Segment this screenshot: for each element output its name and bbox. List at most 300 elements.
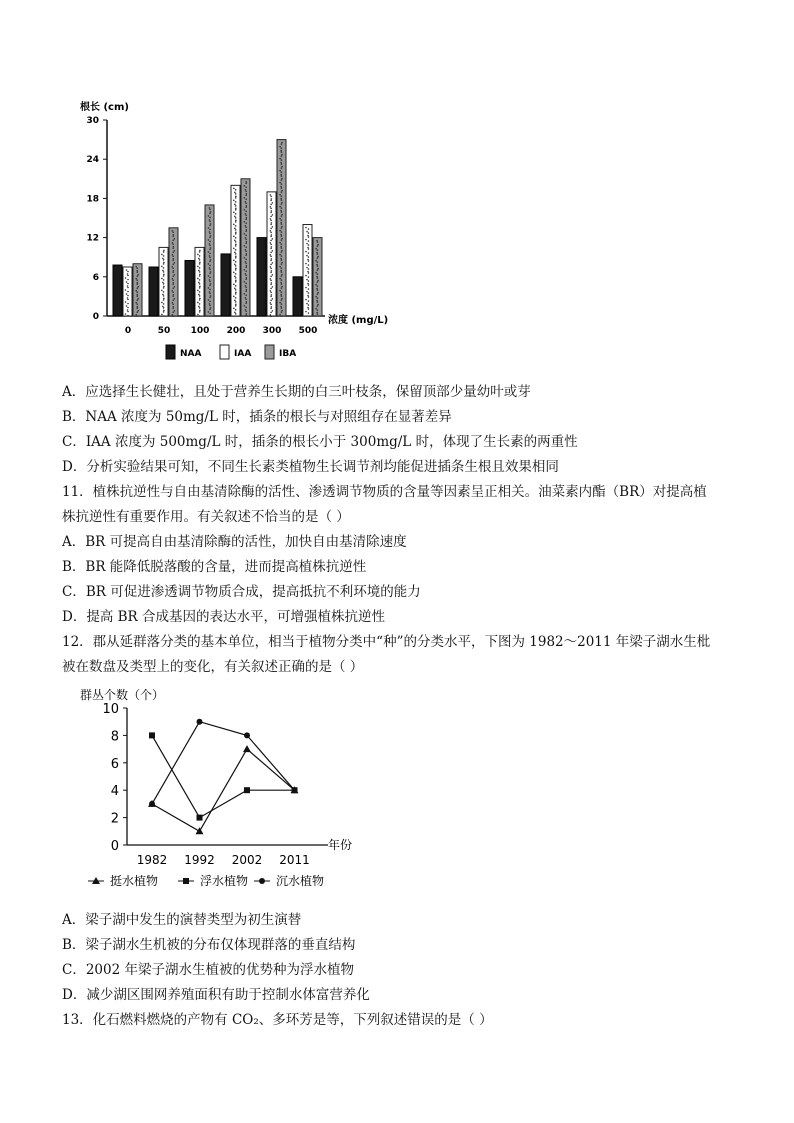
bar-texture-dot xyxy=(209,265,211,267)
bar-texture-dot xyxy=(317,309,319,311)
bar-texture-dot xyxy=(281,214,283,216)
bar-texture-dot xyxy=(209,221,211,223)
bar-texture-dot xyxy=(317,269,319,271)
bar-texture-dot xyxy=(308,240,310,242)
bar-texture-dot xyxy=(281,239,283,241)
y-tick-label: 18 xyxy=(86,194,99,205)
bar-texture-dot xyxy=(235,232,237,234)
bar-texture-dot xyxy=(209,231,211,233)
bar-texture-dot xyxy=(199,283,201,285)
bar-texture-dot xyxy=(199,274,201,276)
bar-texture-dot xyxy=(280,306,282,308)
q11-option-b: B．BR 能降低脱落酸的含量，进而提高植株抗逆性 xyxy=(62,559,367,575)
bar-texture-dot xyxy=(270,290,272,292)
bar-texture-dot xyxy=(163,259,165,261)
bar-texture-dot xyxy=(307,259,309,261)
bar-texture-dot xyxy=(308,288,310,290)
y-tick-label: 30 xyxy=(86,116,99,126)
bar-texture-dot xyxy=(245,201,247,203)
bar-texture-dot xyxy=(172,248,174,250)
bar-texture-dot xyxy=(209,305,211,307)
x-tick-label: 200 xyxy=(226,326,246,336)
bar-texture-dot xyxy=(172,308,174,310)
bar-texture-dot xyxy=(209,303,211,305)
bar-texture-dot xyxy=(317,289,319,291)
community-count-line-chart xyxy=(70,685,370,895)
y-tick-label: 8 xyxy=(110,729,119,745)
bar-texture-dot xyxy=(208,287,210,289)
bar-texture-dot xyxy=(245,203,247,205)
bar-texture-dot xyxy=(315,284,317,286)
bar-texture-dot xyxy=(136,307,138,309)
bar-texture-dot xyxy=(172,276,174,278)
bar-texture-dot xyxy=(308,300,310,302)
bar-texture-dot xyxy=(317,273,319,275)
bar-texture-dot xyxy=(172,252,174,254)
bar-texture-dot xyxy=(281,219,283,221)
x-tick-label: 300 xyxy=(262,326,282,336)
bar-texture-dot xyxy=(172,254,174,256)
bar-texture-dot xyxy=(174,250,176,252)
y-tick-label: 24 xyxy=(86,155,99,166)
bar-texture-dot xyxy=(210,295,212,297)
bar-texture-dot xyxy=(199,263,201,265)
bar-texture-dot xyxy=(136,287,138,289)
bar-texture-dot xyxy=(173,258,175,260)
bar-texture-dot xyxy=(235,289,237,291)
bar-texture-dot xyxy=(245,187,247,189)
bar-naa xyxy=(221,254,230,316)
x-tick-label: 2011 xyxy=(279,853,310,867)
bar-texture-dot xyxy=(208,227,210,229)
series-line-square xyxy=(152,735,295,817)
bar-texture-dot xyxy=(209,209,211,211)
bar-texture-dot xyxy=(305,263,307,265)
bar-texture-dot xyxy=(173,270,175,272)
bar-texture-dot xyxy=(308,308,310,310)
q10-option-a: A．应选择生长健壮，且处于营养生长期的白三叶枝条，保留顶部少量幼叶或芽 xyxy=(62,384,531,400)
bar-texture-dot xyxy=(281,171,283,173)
bar-texture-dot xyxy=(308,248,310,250)
q12-option-d: D．减少湖区围网养殖面积有助于控制水体富营养化 xyxy=(62,987,370,1003)
bar-texture-dot xyxy=(308,272,310,274)
bar-texture-dot xyxy=(317,245,319,247)
bar-texture-dot xyxy=(125,289,127,291)
y-tick-label: 2 xyxy=(110,811,119,827)
bar-texture-dot xyxy=(308,232,310,234)
bar-texture-dot xyxy=(172,264,174,266)
bar-texture-dot xyxy=(136,270,138,272)
bar-texture-dot xyxy=(245,215,247,217)
bar-texture-dot xyxy=(281,143,283,145)
bar-texture-dot xyxy=(172,244,174,246)
bar-texture-dot xyxy=(209,253,211,255)
bar-texture-dot xyxy=(127,283,129,285)
bar-texture-dot xyxy=(316,240,318,242)
bar-texture-dot xyxy=(270,240,272,242)
bar-texture-dot xyxy=(280,210,282,212)
q11-stem-line-2: 株抗逆性有重要作用。有关叙述不恰当的是（ ） xyxy=(62,509,350,525)
bar-texture-dot xyxy=(198,282,200,284)
bar-texture-dot xyxy=(125,313,127,315)
bar-texture-dot xyxy=(308,236,310,238)
bar-texture-dot xyxy=(270,256,272,258)
bar-texture-dot xyxy=(279,314,281,316)
bar-texture-dot xyxy=(281,274,283,276)
bar-texture-dot xyxy=(235,269,237,271)
bar-texture-dot xyxy=(172,256,174,258)
bar-texture-dot xyxy=(199,262,201,264)
legend-marker-circle xyxy=(259,878,265,884)
bar-texture-dot xyxy=(209,279,211,281)
bar-texture-dot xyxy=(234,252,236,254)
bar-texture-dot xyxy=(162,282,164,284)
bar-texture-dot xyxy=(245,223,247,225)
bar-texture-dot xyxy=(235,313,237,315)
bar-texture-dot xyxy=(163,283,165,285)
x-tick-label: 2002 xyxy=(231,853,263,867)
bar-texture-dot xyxy=(307,235,309,237)
bar-texture-dot xyxy=(235,257,237,259)
bar-texture-dot xyxy=(317,293,319,295)
bar-texture-dot xyxy=(209,267,211,269)
bar-texture-dot xyxy=(174,262,176,264)
bar-texture-dot xyxy=(270,194,272,196)
bar-texture-dot xyxy=(281,315,283,317)
bar-texture-dot xyxy=(172,288,174,290)
y-tick-label: 0 xyxy=(92,312,99,322)
bar-texture-dot xyxy=(281,175,283,177)
bar-texture-dot xyxy=(308,268,310,270)
bar-texture-dot xyxy=(246,313,248,315)
bar-texture-dot xyxy=(233,224,235,226)
bar-texture-dot xyxy=(270,280,272,282)
bar-texture-dot xyxy=(281,267,283,269)
bar-texture-dot xyxy=(270,220,272,222)
bar-texture-dot xyxy=(308,244,310,246)
bar-texture-dot xyxy=(279,170,281,172)
bar-texture-dot xyxy=(271,306,273,308)
bar-texture-dot xyxy=(244,293,246,295)
bar-texture-dot xyxy=(199,259,201,261)
bar-texture-dot xyxy=(127,273,129,275)
bar-texture-dot xyxy=(198,306,200,308)
bar-texture-dot xyxy=(281,142,283,144)
q13-stem: 13．化石燃料燃烧的产物有 CO₂、多环芳是等，下列叙述错误的是（ ） xyxy=(62,1012,493,1028)
bar-texture-dot xyxy=(270,206,272,208)
bar-texture-dot xyxy=(208,251,210,253)
bar-texture-dot xyxy=(235,244,237,246)
bar-texture-dot xyxy=(199,279,201,281)
bar-texture-dot xyxy=(281,231,283,233)
bar-texture-dot xyxy=(234,192,236,194)
bar-texture-dot xyxy=(172,232,174,234)
bar-texture-dot xyxy=(279,278,281,280)
bar-texture-dot xyxy=(270,230,272,232)
bar-texture-dot xyxy=(245,285,247,287)
bar-texture-dot xyxy=(172,316,174,318)
bar-texture-dot xyxy=(316,300,318,302)
bar-texture-dot xyxy=(246,289,248,291)
bar-texture-dot xyxy=(281,167,283,169)
bar-texture-dot xyxy=(246,229,248,231)
bar-texture-dot xyxy=(244,245,246,247)
bar-texture-dot xyxy=(271,246,273,248)
bar-texture-dot xyxy=(316,288,318,290)
y-axis-label: 群丛个数（个） xyxy=(80,688,165,702)
bar-texture-dot xyxy=(245,267,247,269)
bar-texture-dot xyxy=(245,297,247,299)
bar-texture-dot xyxy=(161,302,163,304)
bar-texture-dot xyxy=(308,260,310,262)
bar-texture-dot xyxy=(127,271,129,273)
bar-texture-dot xyxy=(137,310,139,312)
bar-texture-dot xyxy=(270,312,272,314)
bar-texture-dot xyxy=(163,310,165,312)
y-tick-label: 0 xyxy=(110,839,119,854)
bar-texture-dot xyxy=(136,306,138,308)
bar-texture-dot xyxy=(315,260,317,262)
bar-texture-dot xyxy=(235,309,237,311)
bar-texture-dot xyxy=(127,303,129,305)
bar-texture-dot xyxy=(305,275,307,277)
bar-texture-dot xyxy=(235,256,237,258)
bar-texture-dot xyxy=(210,271,212,273)
bar-texture-dot xyxy=(136,283,138,285)
bar-texture-dot xyxy=(245,291,247,293)
bar-texture-dot xyxy=(307,283,309,285)
bar-texture-dot xyxy=(280,150,282,152)
bar-texture-dot xyxy=(174,286,176,288)
bar-texture-dot xyxy=(307,247,309,249)
series-line-circle xyxy=(152,722,295,804)
bar-texture-dot xyxy=(245,295,247,297)
bar-texture-dot xyxy=(127,275,129,277)
y-axis-label: 根长 (cm) xyxy=(80,102,129,113)
bar-texture-dot xyxy=(174,310,176,312)
bar-texture-dot xyxy=(272,274,274,276)
bar-texture-dot xyxy=(199,307,201,309)
bar-texture-dot xyxy=(235,297,237,299)
bar-texture-dot xyxy=(245,287,247,289)
bar-texture-dot xyxy=(245,207,247,209)
bar-texture-dot xyxy=(172,266,174,268)
bar-texture-dot xyxy=(173,282,175,284)
bar-texture-dot xyxy=(305,239,307,241)
bar-texture-dot xyxy=(174,274,176,276)
bar-texture-dot xyxy=(246,241,248,243)
bar-texture-dot xyxy=(126,269,128,271)
bar-texture-dot xyxy=(281,187,283,189)
bar-texture-dot xyxy=(281,159,283,161)
bar-texture-dot xyxy=(234,300,236,302)
bar-texture-dot xyxy=(173,246,175,248)
bar-texture-dot xyxy=(135,266,137,268)
bar-texture-dot xyxy=(235,281,237,283)
bar-texture-dot xyxy=(172,304,174,306)
bar-texture-dot xyxy=(162,270,164,272)
bar-texture-dot xyxy=(235,229,237,231)
bar-texture-dot xyxy=(235,220,237,222)
bar-texture-dot xyxy=(280,162,282,164)
bar-texture-dot xyxy=(234,216,236,218)
bar-texture-dot xyxy=(281,263,283,265)
bar-texture-dot xyxy=(281,183,283,185)
x-tick-label: 1982 xyxy=(136,853,168,867)
bar-texture-dot xyxy=(127,287,129,289)
bar-texture-dot xyxy=(233,296,235,298)
q10-option-d: D．分析实验结果可知，不同生长素类植物生长调节剂均能促进插条生根且效果相同 xyxy=(62,459,559,475)
bar-texture-dot xyxy=(308,304,310,306)
bar-texture-dot xyxy=(163,255,165,257)
bar-texture-dot xyxy=(245,299,247,301)
bar-naa xyxy=(113,265,122,316)
bar-texture-dot xyxy=(163,298,165,300)
bar-texture-dot xyxy=(270,316,272,318)
bar-texture-dot xyxy=(272,310,274,312)
bar-texture-dot xyxy=(308,228,310,230)
bar-texture-dot xyxy=(270,254,272,256)
bar-texture-dot xyxy=(173,294,175,296)
bar-texture-dot xyxy=(172,296,174,298)
bar-texture-dot xyxy=(308,256,310,258)
bar-texture-dot xyxy=(270,208,272,210)
bar-texture-dot xyxy=(279,206,281,208)
legend-label-naa: NAA xyxy=(180,349,202,359)
bar-texture-dot xyxy=(281,310,283,312)
bar-texture-dot xyxy=(136,282,138,284)
legend-marker-square xyxy=(183,878,189,884)
bar-texture-dot xyxy=(281,287,283,289)
bar-texture-dot xyxy=(281,259,283,261)
bar-texture-dot xyxy=(209,285,211,287)
bar-texture-dot xyxy=(235,213,237,215)
bar-texture-dot xyxy=(136,279,138,281)
bar-texture-dot xyxy=(317,305,319,307)
x-tick-label: 0 xyxy=(124,326,132,336)
bar-texture-dot xyxy=(281,179,283,181)
bar-texture-dot xyxy=(234,204,236,206)
bar-texture-dot xyxy=(234,288,236,290)
x-axis-label: 浓度 (mg/L) xyxy=(328,315,389,326)
bar-texture-dot xyxy=(308,276,310,278)
bar-texture-dot xyxy=(245,227,247,229)
bar-texture-dot xyxy=(245,239,247,241)
bar-texture-dot xyxy=(199,286,201,288)
bar-texture-dot xyxy=(163,275,165,277)
bar-texture-dot xyxy=(246,193,248,195)
bar-texture-dot xyxy=(281,151,283,153)
bar-texture-dot xyxy=(245,211,247,213)
bar-texture-dot xyxy=(172,268,174,270)
bar-texture-dot xyxy=(306,303,308,305)
bar-texture-dot xyxy=(234,276,236,278)
bar-texture-dot xyxy=(235,201,237,203)
bar-texture-dot xyxy=(161,314,163,316)
bar-texture-dot xyxy=(272,238,274,240)
bar-texture-dot xyxy=(136,303,138,305)
bar-texture-dot xyxy=(235,268,237,270)
bar-texture-dot xyxy=(137,298,139,300)
bar-texture-dot xyxy=(308,296,310,298)
bar-texture-dot xyxy=(270,292,272,294)
bar-texture-dot xyxy=(272,214,274,216)
bar-texture-dot xyxy=(315,296,317,298)
bar-texture-dot xyxy=(270,228,272,230)
bar-texture-dot xyxy=(270,260,272,262)
bar-texture-dot xyxy=(281,226,283,228)
bar-texture-dot xyxy=(199,251,201,253)
bar-texture-dot xyxy=(235,249,237,251)
bar-texture-dot xyxy=(281,147,283,149)
bar-texture-dot xyxy=(233,260,235,262)
bar-texture-dot xyxy=(270,304,272,306)
bar-texture-dot xyxy=(233,212,235,214)
bar-texture-dot xyxy=(270,272,272,274)
bar-texture-dot xyxy=(209,301,211,303)
bar-texture-dot xyxy=(163,315,165,317)
bar-texture-dot xyxy=(281,202,283,204)
bar-texture-dot xyxy=(235,304,237,306)
bar-texture-dot xyxy=(127,285,129,287)
bar-texture-dot xyxy=(235,241,237,243)
bar-texture-dot xyxy=(135,290,137,292)
bar-texture-dot xyxy=(127,315,129,317)
bar-texture-dot xyxy=(245,259,247,261)
bar-texture-dot xyxy=(163,307,165,309)
bar-texture-dot xyxy=(270,296,272,298)
bar-texture-dot xyxy=(199,311,201,313)
bar-texture-dot xyxy=(280,282,282,284)
point-triangle xyxy=(243,745,251,752)
bar-texture-dot xyxy=(317,285,319,287)
bar-texture-dot xyxy=(172,272,174,274)
bar-texture-dot xyxy=(279,158,281,160)
bar-texture-dot xyxy=(245,249,247,251)
bar-texture-dot xyxy=(161,266,163,268)
bar-texture-dot xyxy=(163,286,165,288)
bar-texture-dot xyxy=(126,281,128,283)
bar-texture-dot xyxy=(208,263,210,265)
bar-texture-dot xyxy=(272,226,274,228)
bar-texture-dot xyxy=(281,303,283,305)
bar-texture-dot xyxy=(281,190,283,192)
bar-texture-dot xyxy=(136,294,138,296)
bar-texture-dot xyxy=(209,269,211,271)
bar-iaa xyxy=(303,225,312,316)
bar-texture-dot xyxy=(136,295,138,297)
bar-texture-dot xyxy=(127,299,129,301)
bar-texture-dot xyxy=(279,218,281,220)
bar-texture-dot xyxy=(281,247,283,249)
legend-label-triangle: 挺水植物 xyxy=(110,874,159,888)
y-tick-label: 12 xyxy=(86,233,99,244)
bar-texture-dot xyxy=(235,189,237,191)
bar-texture-dot xyxy=(209,243,211,245)
bar-texture-dot xyxy=(270,200,272,202)
bar-texture-dot xyxy=(235,305,237,307)
bar-texture-dot xyxy=(281,203,283,205)
bar-texture-dot xyxy=(197,254,199,256)
bar-texture-dot xyxy=(174,238,176,240)
bar-texture-dot xyxy=(172,314,174,316)
bar-texture-dot xyxy=(245,213,247,215)
bar-texture-dot xyxy=(235,217,237,219)
bar-texture-dot xyxy=(209,297,211,299)
bar-texture-dot xyxy=(317,297,319,299)
bar-texture-dot xyxy=(209,255,211,257)
bar-texture-dot xyxy=(172,284,174,286)
